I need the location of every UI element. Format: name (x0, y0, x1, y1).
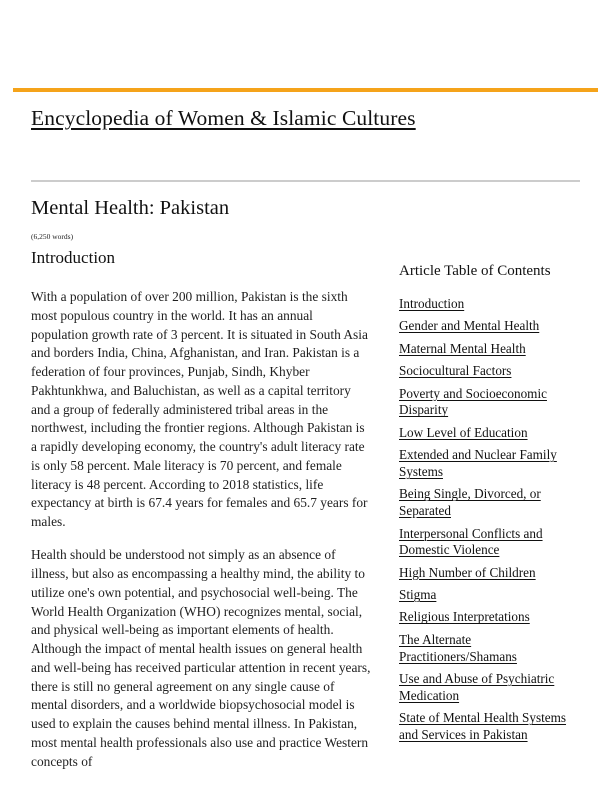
toc-item (399, 710, 584, 744)
toc-item (399, 587, 584, 604)
toc-link-use-and-abuse-of-psychiatric-medication[interactable]: Use and Abuse of Psychiatric Medication (399, 671, 555, 703)
word-count: (6,250 words) (31, 232, 74, 241)
article-table-of-contents (399, 263, 584, 749)
toc-item (399, 565, 584, 582)
toc-item (399, 363, 584, 380)
toc-link-state-of-mental-health-systems[interactable]: State of Mental Health Systems and Services in Pakistan (399, 710, 567, 743)
toc-link-being-single-divorced-or-separated[interactable]: Being Single, Divorced, or Separated (399, 486, 541, 519)
toc-item (399, 486, 584, 520)
article-title: Mental Health: Pakistan (31, 197, 230, 219)
toc-item (399, 447, 584, 481)
toc-link-maternal-mental-health[interactable]: Maternal Mental Health (399, 340, 526, 356)
toc-link-interpersonal-conflicts-and-domestic-violence[interactable]: Interpersonal Conflicts and Domestic Violence (399, 525, 543, 558)
article-body (31, 288, 373, 786)
toc-link-religious-interpretations[interactable]: Religious Interpretations (399, 609, 530, 625)
toc-item (399, 296, 584, 313)
toc-link-stigma[interactable]: Stigma (399, 587, 437, 603)
paragraph: With a population of over 200 million, Pakistan is the sixth most populous country in the world. It has an annual population growth rate of 3 percent. It is situated in South Asia and borders India, China, Afghanistan, and Iran. Pakistan is a federation of four provinces, Punjab, Sindh, Khyber Pakhtunkhwa, and Baluchistan, as well as a capital territory and a group of federally administered tribal areas in the northwest, including the frontier regions. Although Pakistan is a rapidly developing economy, the country's adult literacy rate is only 58 percent. Male literacy is 70 percent, and female literacy is 48 percent. According to 2018 statistics, life expectancy at birth is 67.4 years for females and 65.7 years for males. (31, 289, 368, 529)
section-heading-introduction: Introduction (31, 248, 116, 267)
toc-link-gender-and-mental-health[interactable]: Gender and Mental Health (399, 318, 540, 334)
toc-item (399, 632, 584, 666)
toc-link-high-number-of-children[interactable]: High Number of Children (399, 564, 536, 580)
toc-link-introduction[interactable]: Introduction (399, 296, 465, 311)
paragraph: Health should be understood not simply as an absence of illness, but also as encompassing a healthy mind, the ability to utilize one's own potential, and psychosocial well-being. The World Health Organization (WHO) recognizes mental, social, and physical well-being as important elements of health. Although the impact of mental health issues on general health and well-being has received particular attention in recent years, there is still no general agreement on any single cause of mental disorders, and a worldwide biopsychosocial model is used to explain the causes behind mental illness. In Pakistan, most mental health professionals also use and practice Western concepts of (31, 547, 371, 769)
toc-item (399, 671, 584, 705)
toc-link-alternate-practitioners-shamans[interactable]: The Alternate Practitioners/Shamans (399, 631, 517, 664)
toc-title: Article Table of Contents (399, 263, 551, 279)
header-divider (31, 180, 580, 182)
toc-item (399, 526, 584, 560)
toc-link-poverty-and-socioeconomic-disparity[interactable]: Poverty and Socioeconomic Disparity (399, 385, 547, 418)
toc-item (399, 609, 584, 626)
site-title[interactable] (31, 106, 416, 131)
toc-list (399, 296, 584, 744)
toc-link-low-level-of-education[interactable]: Low Level of Education (399, 424, 528, 440)
site-title-link[interactable]: Encyclopedia of Women & Islamic Cultures (31, 106, 416, 130)
toc-item (399, 341, 584, 358)
toc-link-sociocultural-factors[interactable]: Sociocultural Factors (399, 363, 512, 379)
toc-item (399, 318, 584, 335)
accent-bar (13, 88, 598, 92)
toc-item (399, 425, 584, 442)
toc-item (399, 386, 584, 420)
toc-link-extended-and-nuclear-family-systems[interactable]: Extended and Nuclear Family Systems (399, 447, 557, 479)
